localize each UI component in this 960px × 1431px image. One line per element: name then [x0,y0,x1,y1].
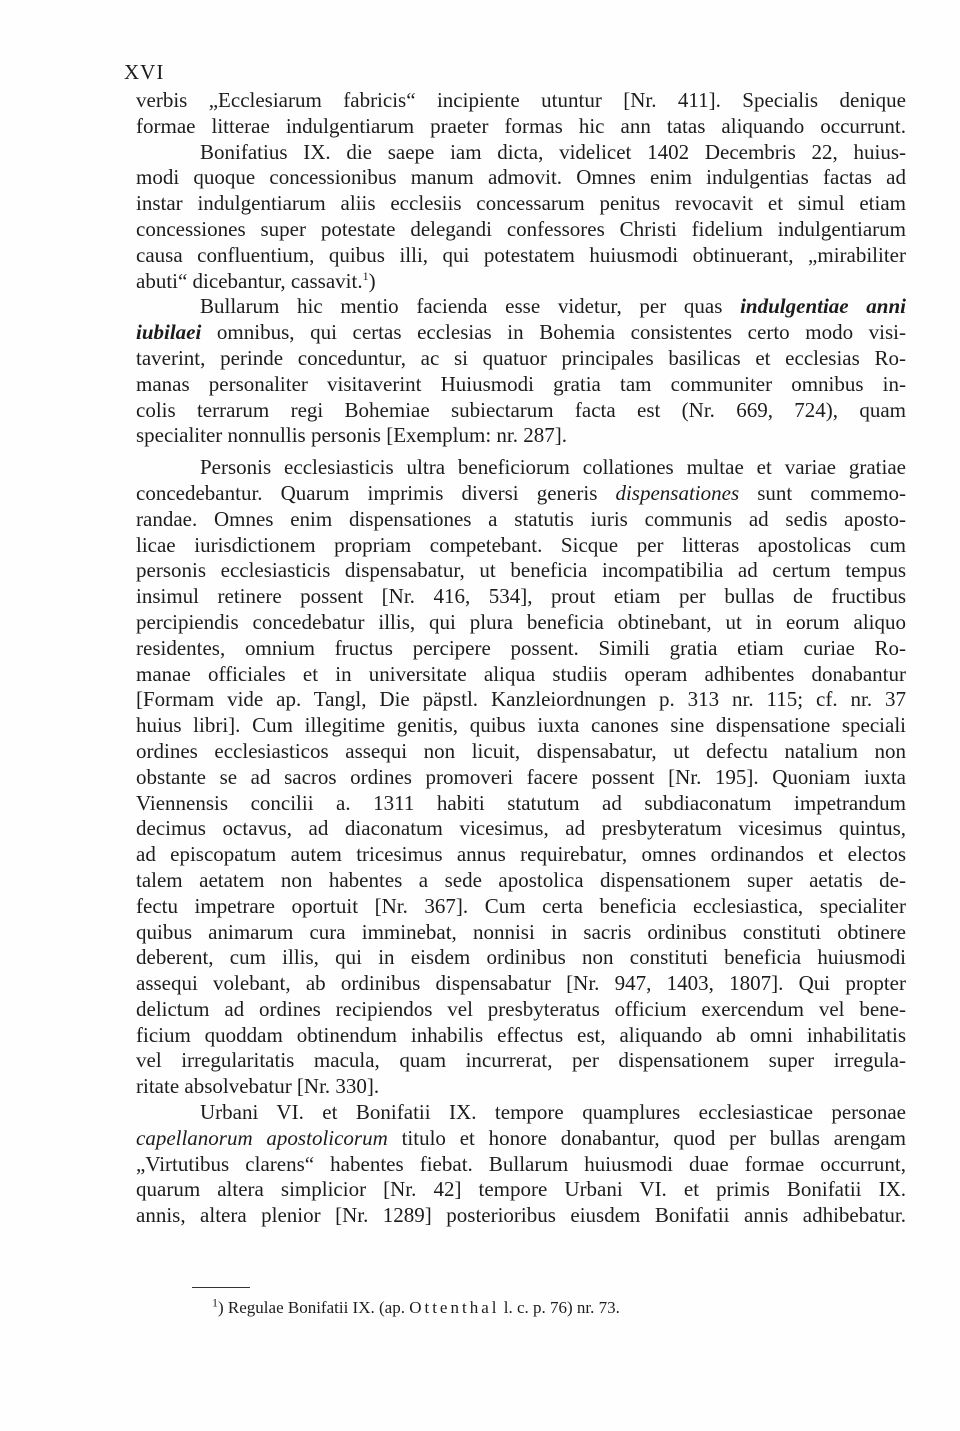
text-line: modi quoque concessionibus manum admovit. Omnes enim indulgentias factas ad [136,165,906,190]
text-line: taverint, perinde conceduntur, ac si quatuor principales basilicas et ecclesias Ro- [136,345,906,370]
text-line: [Formam vide ap. Tangl, Die päpstl. Kanzleiordnungen p. 313 nr. 115; cf. nr. 37 [136,687,906,712]
italic-text: dispensationes [615,480,740,505]
text-line: personis ecclesiasticis dispensabatur, ut beneficia incompatibilia ad certum tempus [136,558,906,583]
emphasis-text: iubilaei [136,320,202,345]
text-line: randae. Omnes enim dispensationes a statutis iuris communis ad sedis aposto- [136,506,906,531]
emphasis-text: indulgentiae anni [740,294,906,319]
text-line: formae litterae indulgentiarum praeter formas hic ann tatas aliquando occurrunt. [136,113,906,138]
text-fragment: titulo et honore donabantur, quod per bullas arengam [387,1125,907,1150]
text-line: instar indulgentiarum aliis ecclesiis concessarum penitus revocavit et simul etiam [136,191,906,216]
text-line: Personis ecclesiasticis ultra beneficiorum collationes multae et variae gratiae [200,455,906,480]
text-line: percipiendis concedebatur illis, qui plura beneficia obtinebant, ut in eorum aliquo [136,609,906,634]
text-line [136,294,906,320]
footnote: $^1$) Regulae Bonifatii IX. (ap. Ottenthal l. c. p. 76) nr. 73. [212,1295,620,1317]
text-fragment: Bullarum hic mentio facienda esse videtur, per quas [200,294,741,319]
text-line: quarum altera simplicior [Nr. 42] tempore Urbani VI. et primis Bonifatii IX. [136,1177,906,1202]
text-line: ficium quoddam obtinendum inhabilis effectus est, aliquando ab omni inhabilitatis [136,1022,906,1047]
text-line [136,320,906,346]
footnote-reference: 1 [362,268,369,283]
text-line: obstante se ad sacros ordines promoveri facere possent [Nr. 195]. Quoniam iuxta [136,764,906,789]
text-line: huius libri]. Cum illegitime genitis, quibus iuxta canones sine dispensatione speciali [136,713,906,738]
text-fragment: concedebantur. Quarum imprimis diversi generis [136,480,616,505]
footnote-author: Ottenthal [409,1298,500,1317]
text-line: insimul retinere possent [Nr. 416, 534], prout etiam per bullas de fructibus [136,584,906,609]
text-line: residentes, omnium fructus percipere possent. Simili gratia etiam curiae Ro- [136,635,906,660]
text-fragment: sunt commemo- [739,480,906,505]
footnote-divider [192,1287,250,1288]
text-line: Viennensis concilii a. 1311 habiti statutum ad subdiaconatum impetrandum [136,790,906,815]
text-line: Urbani VI. et Bonifatii IX. tempore quamplures ecclesiasticae personae [200,1100,906,1125]
text-line: specialiter nonnullis personis [Exemplum: nr. 287]. [136,423,568,448]
italic-text: capellanorum apostolicorum [136,1125,388,1150]
text-line: ordines ecclesiasticos assequi non licuit, dispensabatur, ut defectu natalium non [136,738,906,763]
body-text [136,88,906,1229]
text-line: concessiones super potestate delegandi confessores Christi fidelium indulgentiarum [136,216,906,241]
text-line [136,481,906,507]
text-line: talem aetatem non habentes a sede apostolica dispensationem super aetatis de- [136,867,906,892]
text-line: licae iurisdictionem propriam competebant. Sicque per litteras apostolicas cum [136,532,906,557]
text-line: colis terrarum regi Bohemiae subiectarum facta est (Nr. 669, 724), quam [136,397,906,422]
text-line: manas personaliter visitaverint Huiusmodi gratia tam communiter omnibus in- [136,371,906,396]
text-fragment: abuti“ dicebantur, cassavit. [136,268,363,293]
footnote-marker: 1 [212,1295,218,1310]
text-line [136,1126,906,1152]
text-line: decimus octavus, ad diaconatum vicesimus, ad presbyteratum vicesimus quintus, [136,816,906,841]
text-line: vel irregularitatis macula, quam incurrerat, per dispensationem super irregula- [136,1048,906,1073]
text-fragment: omnibus, qui certas ecclesias in Bohemia consistentes certo modo visi- [201,320,906,345]
text-line: Bonifatius IX. die saepe iam dicta, videlicet 1402 Decembris 22, huius- [200,139,906,164]
text-line: abuti“ dicebantur, cassavit.$^1$) [136,268,376,293]
text-line: quibus animarum cura imminebat, nonnisi in sacris ordinibus constituti obtinere [136,919,906,944]
footnote-text: l. c. p. 76) nr. 73. [499,1298,620,1317]
footnote-text: Regulae Bonifatii IX. (ap. [227,1298,410,1317]
text-line: ritate absolvebatur [Nr. 330]. [136,1074,380,1099]
page-number: XVI [124,60,165,84]
text-line: deberent, cum illis, qui in eisdem ordinibus non constituti beneficia huiusmodi [136,945,906,970]
text-line: assequi volebant, ab ordinibus dispensabatur [Nr. 947, 1403, 1807]. Qui propter [136,971,906,996]
text-line: manae officiales et in universitate aliqua studiis operam adhibentes donabantur [136,661,906,686]
text-line: annis, altera plenior [Nr. 1289] posterioribus eiusdem Bonifatii annis adhibebatur. [136,1203,906,1228]
text-line: causa confluentium, quibus illi, qui potestatem huiusmodi obtinuerant, „mirabiliter [136,242,906,267]
text-line: delictum ad ordines recipiendos vel presbyteratus officium exercendum vel bene- [136,996,906,1021]
text-line: „Virtutibus clarens“ habentes fiebat. Bullarum huiusmodi duae formae occurrunt, [136,1151,906,1176]
text-line: fectu impetrare oportuit [Nr. 367]. Cum certa beneficia ecclesiastica, specialiter [136,893,906,918]
text-line: ad episcopatum autem tricesimus annus requirebatur, omnes ordinandos et electos [136,842,906,867]
text-line: verbis „Ecclesiarum fabricis“ incipiente utuntur [Nr. 411]. Specialis denique [136,88,906,112]
